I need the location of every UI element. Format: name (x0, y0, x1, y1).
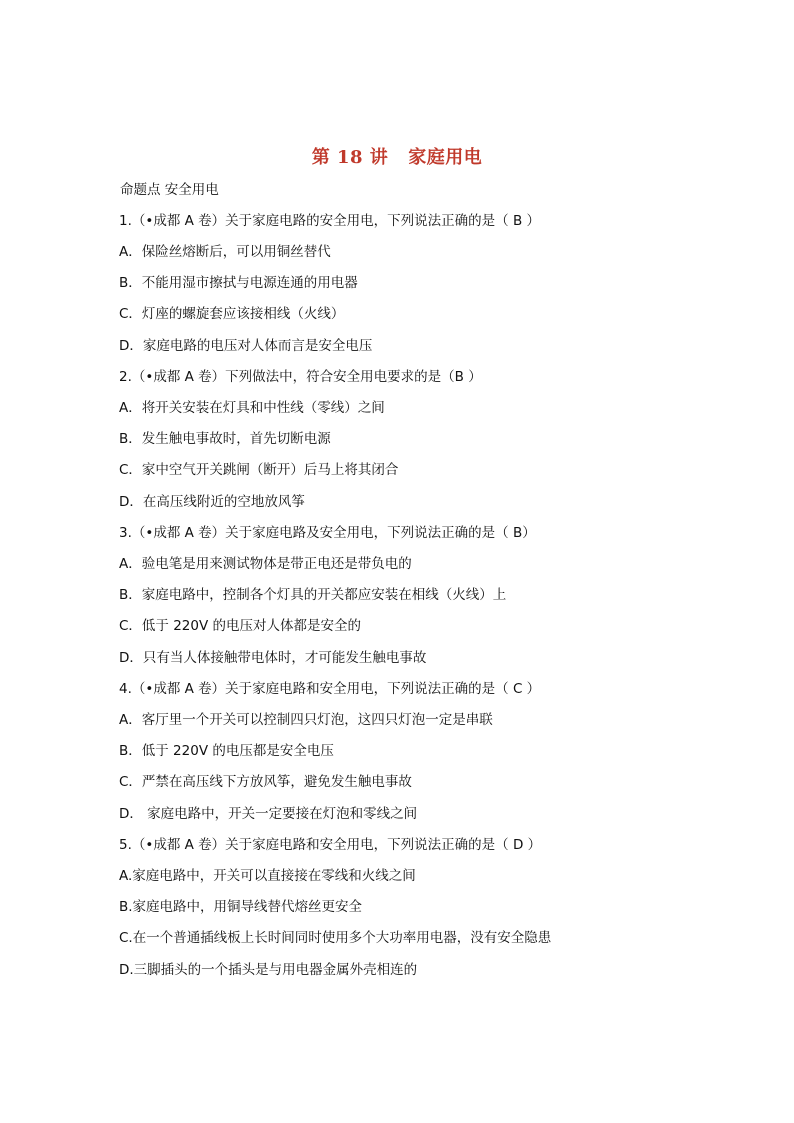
question-3-option-c: C．低于 220V 的电压对人体都是安全的 (119, 618, 362, 634)
question-3-option-b: B．家庭电路中，控制各个灯具的开关都应安装在相线（火线）上 (119, 587, 507, 603)
title-lecture-number: 第 18 讲 (311, 147, 389, 168)
question-5-option-a: A.家庭电路中，开关可以直接接在零线和火线之间 (119, 868, 416, 884)
question-2-option-b: B．发生触电事故时，首先切断电源 (119, 431, 331, 447)
question-5-option-b: B.家庭电路中，用铜导线替代熔丝更安全 (119, 899, 363, 915)
question-2: 2.（•成都 A 卷）下列做法中，符合安全用电要求的是（B ） (119, 369, 482, 385)
question-3: 3.（•成都 A 卷）关于家庭电路及安全用电，下列说法正确的是（ B） (119, 525, 536, 541)
question-4: 4.（•成都 A 卷）关于家庭电路和安全用电，下列说法正确的是（ C ） (119, 681, 541, 697)
question-3-option-a: A．验电笔是用来测试物体是带正电还是带负电的 (119, 556, 412, 572)
question-1-option-c: C．灯座的螺旋套应该接相线（火线） (119, 306, 345, 322)
question-2-option-d: D．在高压线附近的空地放风筝 (119, 494, 305, 510)
question-1-option-b: B．不能用湿市擦拭与电源连通的用电器 (119, 275, 358, 291)
question-1-option-d: D．家庭电路的电压对人体而言是安全电压 (119, 338, 373, 354)
title-topic: 家庭用电 (408, 147, 483, 168)
question-2-option-c: C．家中空气开关跳闸（断开）后马上将其闭合 (119, 462, 399, 478)
question-4-option-c: C．严禁在高压线下方放风筝，避免发生触电事故 (119, 774, 412, 790)
question-4-option-b: B．低于 220V 的电压都是安全电压 (119, 743, 334, 759)
question-3-option-d: D．只有当人体接触带电体时，才可能发生触电事故 (119, 650, 427, 666)
question-4-option-d: D． 家庭电路中，开关一定要接在灯泡和零线之间 (119, 806, 418, 822)
question-2-option-a: A．将开关安装在灯具和中性线（零线）之间 (119, 400, 385, 416)
question-4-option-a: A．客厅里一个开关可以控制四只灯泡，这四只灯泡一定是串联 (119, 712, 493, 728)
question-5-option-d: D.三脚插头的一个插头是与用电器金属外壳相连的 (119, 962, 418, 978)
question-5: 5.（•成都 A 卷）关于家庭电路和安全用电，下列说法正确的是（ D ） (119, 837, 542, 853)
page-title (0, 143, 794, 169)
section-heading: 命题点 安全用电 (120, 182, 219, 198)
question-1: 1.（•成都 A 卷）关于家庭电路的安全用电，下列说法正确的是（ B ） (119, 213, 541, 229)
question-5-option-c: C.在一个普通插线板上长时间同时使用多个大功率用电器，没有安全隐患 (119, 930, 552, 946)
question-1-option-a: A．保险丝熔断后，可以用铜丝替代 (119, 244, 331, 260)
